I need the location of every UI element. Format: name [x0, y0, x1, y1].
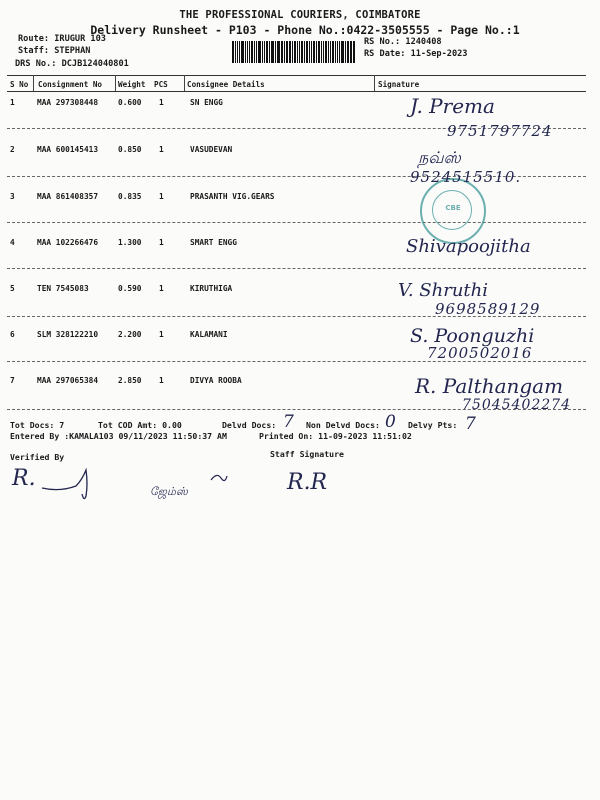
row-weight: 2.200 — [118, 330, 142, 339]
staff-signature-label: Staff Signature — [270, 449, 344, 459]
non-delivered-docs-count: 0 — [385, 412, 396, 432]
barcode-bar — [249, 41, 250, 63]
row-weight: 0.590 — [118, 284, 142, 293]
delivered-docs-count: 7 — [283, 412, 294, 432]
row-weight: 1.300 — [118, 238, 142, 247]
barcode-bar — [330, 41, 331, 63]
row-pieces: 1 — [159, 192, 164, 201]
row-consignee: SN ENGG — [190, 98, 223, 107]
row-consignment-number: MAA 102266476 — [37, 238, 99, 247]
barcode-bar — [323, 41, 324, 63]
row-pieces: 1 — [159, 98, 164, 107]
runsheet-title: Delivery Runsheet - P103 - Phone No.:0422-3505555 - Page No.:1 — [90, 23, 520, 37]
stamp-center-text: CBE — [445, 204, 461, 212]
rs-date: RS Date: 11-Sep-2023 — [364, 49, 468, 59]
total-docs: Tot Docs: 7 — [10, 420, 65, 430]
barcode-bar — [272, 41, 274, 63]
delivered-docs-label: Delvd Docs: — [222, 420, 277, 430]
row-pieces: 1 — [159, 145, 164, 154]
barcode-bar — [241, 41, 244, 63]
row-pieces: 1 — [159, 330, 164, 339]
barcode-bar — [335, 41, 337, 63]
route-label: Route: IRUGUR 103 — [18, 34, 106, 44]
barcode-bar — [353, 41, 355, 63]
barcode-bar — [256, 41, 257, 63]
barcode-bar — [306, 41, 308, 63]
row-weight: 0.850 — [118, 145, 142, 154]
company-title: THE PROFESSIONAL COURIERS, COIMBATORE — [179, 9, 421, 21]
staff-label: Staff: STEPHAN — [18, 46, 91, 56]
col-header-consignee: Consignee Details — [187, 80, 265, 89]
row-separator — [7, 222, 586, 223]
row-pieces: 1 — [159, 376, 164, 385]
barcode-bar — [235, 41, 236, 63]
row-serial-number: 2 — [10, 145, 15, 154]
barcode-bar — [254, 41, 256, 63]
barcode-bar — [245, 41, 246, 63]
barcode-bar — [281, 41, 283, 63]
barcode-bar — [264, 41, 265, 63]
printed-on: Printed On: 11-09-2023 11:51:02 — [259, 431, 412, 441]
verified-by-signature: R. — [12, 466, 36, 491]
barcode-bar — [239, 41, 241, 63]
row-consignee: VASUDEVAN — [190, 145, 233, 154]
handwritten-name-row2: நவ்ஸ் — [418, 148, 461, 167]
row-consignment-number: SLM 328122210 — [37, 330, 99, 339]
barcode-bar — [313, 41, 315, 63]
handwritten-phone-row1: 9751797724 — [447, 122, 553, 140]
barcode-bar — [247, 41, 248, 63]
barcode-bar — [321, 41, 322, 63]
col-header-pcs: PCS — [154, 80, 168, 89]
barcode-bar — [266, 41, 268, 63]
rs-number: RS No.: 1240408 — [364, 37, 442, 47]
barcode-bar — [271, 41, 272, 63]
staff-signature-1: ஜேம்ஸ் — [150, 485, 188, 498]
total-cod-amount: Tot COD Amt: 0.00 — [98, 420, 182, 430]
barcode-bar — [232, 41, 234, 63]
delivery-points-label: Delvy Pts: — [408, 420, 458, 430]
row-pieces: 1 — [159, 238, 164, 247]
barcode-bar — [351, 41, 352, 63]
row-pieces: 1 — [159, 284, 164, 293]
barcode-bar — [275, 41, 276, 63]
row-consignee: PRASANTH VIG.GEARS — [190, 192, 275, 201]
barcode-bar — [287, 41, 288, 63]
non-delivered-docs-label: Non Delvd Docs: — [306, 420, 380, 430]
row-serial-number: 3 — [10, 192, 15, 201]
barcode-bar — [277, 41, 280, 63]
barcode-bar — [304, 41, 305, 63]
table-top-rule — [7, 75, 586, 76]
row-serial-number: 7 — [10, 376, 15, 385]
handwritten-name-row5: V. Shruthi — [398, 280, 488, 301]
barcode-bar — [251, 41, 253, 63]
row-serial-number: 6 — [10, 330, 15, 339]
barcode — [232, 41, 356, 63]
row-consignee: DIVYA ROOBA — [190, 376, 242, 385]
handwritten-name-row4: Shivapoojitha — [406, 236, 531, 257]
barcode-bar — [262, 41, 263, 63]
barcode-bar — [294, 41, 296, 63]
barcode-bar — [341, 41, 344, 63]
barcode-bar — [309, 41, 310, 63]
barcode-bar — [325, 41, 327, 63]
barcode-bar — [297, 41, 298, 63]
row-consignee: KALAMANI — [190, 330, 228, 339]
barcode-bar — [318, 41, 321, 63]
col-header-weight: Weight — [118, 80, 146, 89]
col-header-consignment: Consignment No — [38, 80, 103, 89]
handwritten-phone-row2: 9524515510. — [410, 168, 522, 186]
company-seal-stamp — [420, 178, 486, 244]
row-serial-number: 1 — [10, 98, 15, 107]
handwritten-phone-row5: 9698589129 — [435, 300, 541, 318]
barcode-bar — [289, 41, 291, 63]
delivery-points-count: 7 — [465, 414, 476, 434]
drs-number: DRS No.: DCJB124040801 — [15, 59, 129, 69]
barcode-bar — [301, 41, 304, 63]
col-divider — [115, 75, 116, 91]
col-divider — [374, 75, 375, 91]
barcode-bar — [237, 41, 238, 63]
col-divider — [184, 75, 185, 91]
handwritten-name-row7: R. Palthangam — [415, 374, 564, 398]
table-header-rule — [7, 91, 586, 92]
col-header-signature: Signature — [378, 80, 420, 89]
barcode-bar — [292, 41, 293, 63]
barcode-bar — [286, 41, 287, 63]
row-consignment-number: MAA 297308448 — [37, 98, 99, 107]
row-consignment-number: TEN 7545083 — [37, 284, 89, 293]
barcode-bar — [258, 41, 261, 63]
barcode-bar — [337, 41, 338, 63]
row-consignee: KIRUTHIGA — [190, 284, 233, 293]
barcode-bar — [328, 41, 329, 63]
barcode-bar — [284, 41, 285, 63]
row-weight: 0.835 — [118, 192, 142, 201]
barcode-bar — [345, 41, 346, 63]
barcode-bar — [311, 41, 312, 63]
staff-signature-2: R.R — [287, 470, 328, 495]
row-weight: 2.850 — [118, 376, 142, 385]
verified-by-signature-stroke — [40, 462, 120, 502]
handwritten-phone-row7: 75045402274 — [462, 397, 571, 413]
barcode-bar — [299, 41, 300, 63]
barcode-bar — [332, 41, 334, 63]
entered-by: Entered By :KAMALA103 09/11/2023 11:50:37 AM — [10, 431, 227, 441]
handwritten-name-row6: S. Poonguzhi — [410, 325, 535, 347]
row-serial-number: 4 — [10, 238, 15, 247]
barcode-bar — [347, 41, 349, 63]
barcode-bar — [316, 41, 317, 63]
row-consignment-number: MAA 297065384 — [37, 376, 99, 385]
handwritten-name-row1: J. Prema — [410, 94, 495, 118]
barcode-bar — [269, 41, 270, 63]
verified-by-label: Verified By — [10, 452, 65, 462]
staff-signature-1-mark — [207, 470, 231, 486]
barcode-bar — [339, 41, 340, 63]
row-separator — [7, 268, 586, 269]
row-consignee: SMART ENGG — [190, 238, 237, 247]
barcode-bar — [350, 41, 351, 63]
row-consignment-number: MAA 600145413 — [37, 145, 99, 154]
row-serial-number: 5 — [10, 284, 15, 293]
row-consignment-number: MAA 861408357 — [37, 192, 99, 201]
row-weight: 0.600 — [118, 98, 142, 107]
col-header-sno: S No — [10, 80, 29, 89]
col-divider — [33, 75, 34, 91]
handwritten-phone-row6: 7200502016 — [427, 344, 533, 362]
